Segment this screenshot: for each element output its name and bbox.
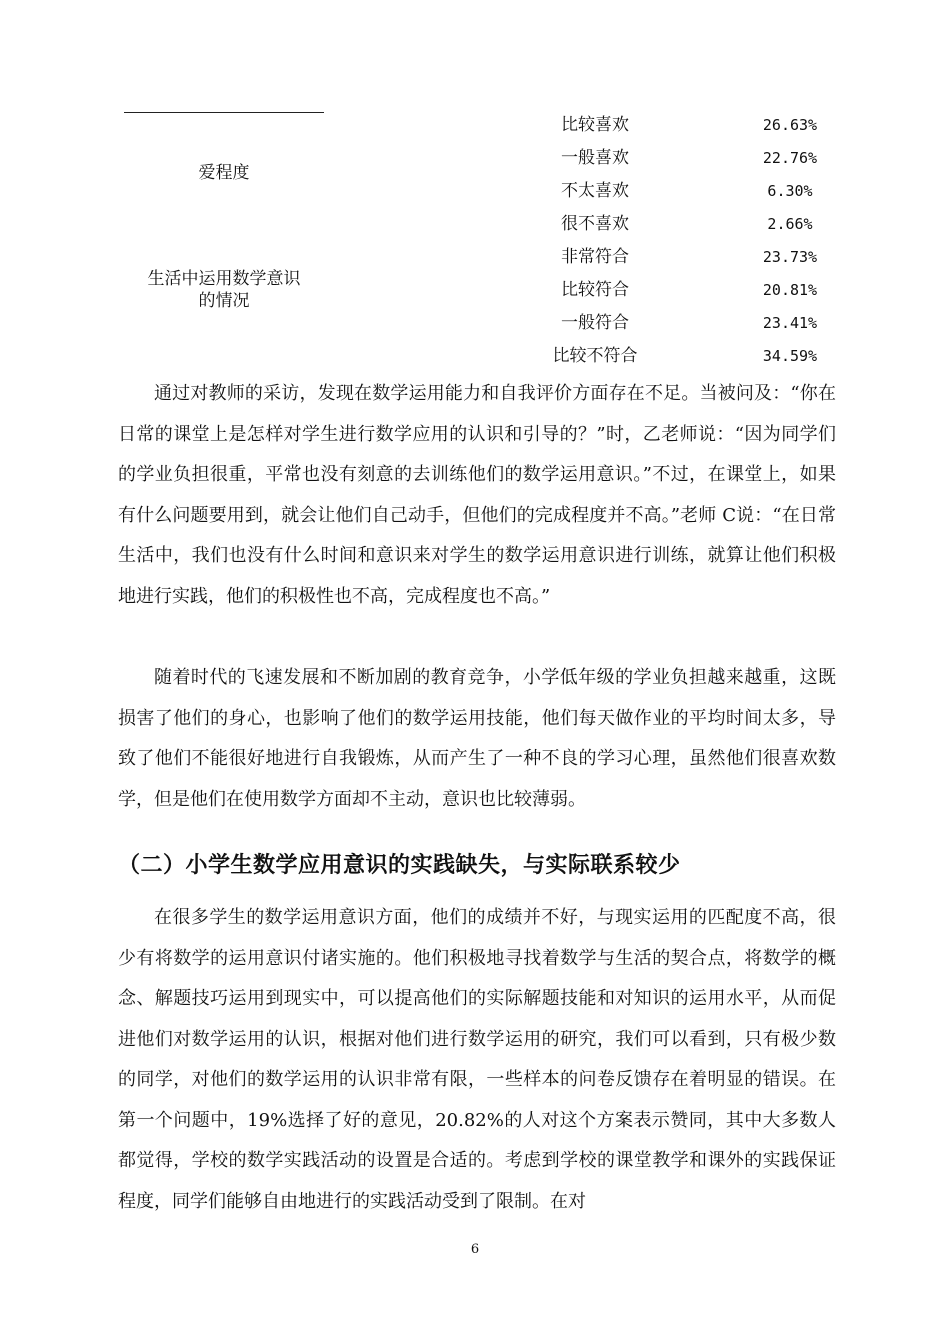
- option-label: 比较符合: [561, 280, 629, 300]
- percent-value: 6.30%: [767, 182, 813, 200]
- page-number: 6: [470, 1242, 480, 1257]
- table-category-1: 爱程度: [198, 163, 250, 183]
- table-category-2: 生活中运用数学意识 的情况: [147, 269, 301, 311]
- table-row: [520, 308, 820, 341]
- body-paragraph: 通过对教师的采访，发现在数学运用能力和自我评价方面存在不足。当被问及：“你在日常的课堂上是怎样对学生进行数学应用的认识和引导的？”时，乙老师说：“因为同学们的学业负担很重，平常也没有刻意的去训练他们的数学运用意识。”不过，在课堂上，如果有什么问题要用到，就会让他们自己动手，但他们的完成程度并不高。”老师 C说：“在日常生活中，我们也没有什么时间和意识来对学生的数学运用意识进行训练，就算让他们积极地进行实践，他们的积极性也不高，完成程度也不高。”: [118, 383, 836, 607]
- percent-value: 20.81%: [762, 281, 818, 299]
- table-row: [520, 242, 820, 275]
- percent-value: 2.66%: [767, 215, 813, 233]
- body-paragraph: 随着时代的飞速发展和不断加剧的教育竞争，小学低年级的学业负担越来越重，这既损害了他们的身心，也影响了他们的数学运用技能，他们每天做作业的平均时间太多，导致了他们不能很好地进行自我锻炼，从而产生了一种不良的学习心理，虽然他们很喜欢数学，但是他们在使用数学方面却不主动，意识也比较薄弱。: [118, 667, 836, 810]
- table-row: [520, 176, 820, 209]
- option-label: 比较喜欢: [561, 115, 629, 135]
- section-heading: （二）小学生数学应用意识的实践缺失，与实际联系较少: [118, 853, 681, 878]
- table-row: [520, 209, 820, 242]
- percent-value: 26.63%: [762, 116, 818, 134]
- table-row: [520, 143, 820, 176]
- table-rule: [124, 112, 324, 113]
- table-row: [520, 275, 820, 308]
- option-label: 很不喜欢: [561, 214, 629, 234]
- percent-value: 23.41%: [762, 314, 818, 332]
- option-label: 一般符合: [561, 313, 629, 333]
- percent-value: 23.73%: [762, 248, 818, 266]
- option-label: 比较不符合: [552, 346, 638, 366]
- table-row: [520, 341, 820, 374]
- option-label: 不太喜欢: [561, 181, 629, 201]
- option-label: 一般喜欢: [561, 148, 629, 168]
- option-label: 非常符合: [561, 247, 629, 267]
- percent-value: 22.76%: [762, 149, 818, 167]
- table-row: [520, 110, 820, 143]
- percent-value: 34.59%: [762, 347, 818, 365]
- body-paragraph: 在很多学生的数学运用意识方面，他们的成绩并不好，与现实运用的匹配度不高，很少有将数学的运用意识付诸实施的。他们积极地寻找着数学与生活的契合点，将数学的概念、解题技巧运用到现实中，可以提高他们的实际解题技能和对知识的运用水平，从而促进他们对数学运用的认识，根据对他们进行数学运用的研究，我们可以看到，只有极少数的同学，对他们的数学运用的认识非常有限，一些样本的问卷反馈存在着明显的错误。在第一个问题中，19%选择了好的意见，20.82%的人对这个方案表示赞同，其中大多数人都觉得，学校的数学实践活动的设置是合适的。考虑到学校的课堂教学和课外的实践保证程度，同学们能够自由地进行的实践活动受到了限制。在对: [118, 907, 836, 1212]
